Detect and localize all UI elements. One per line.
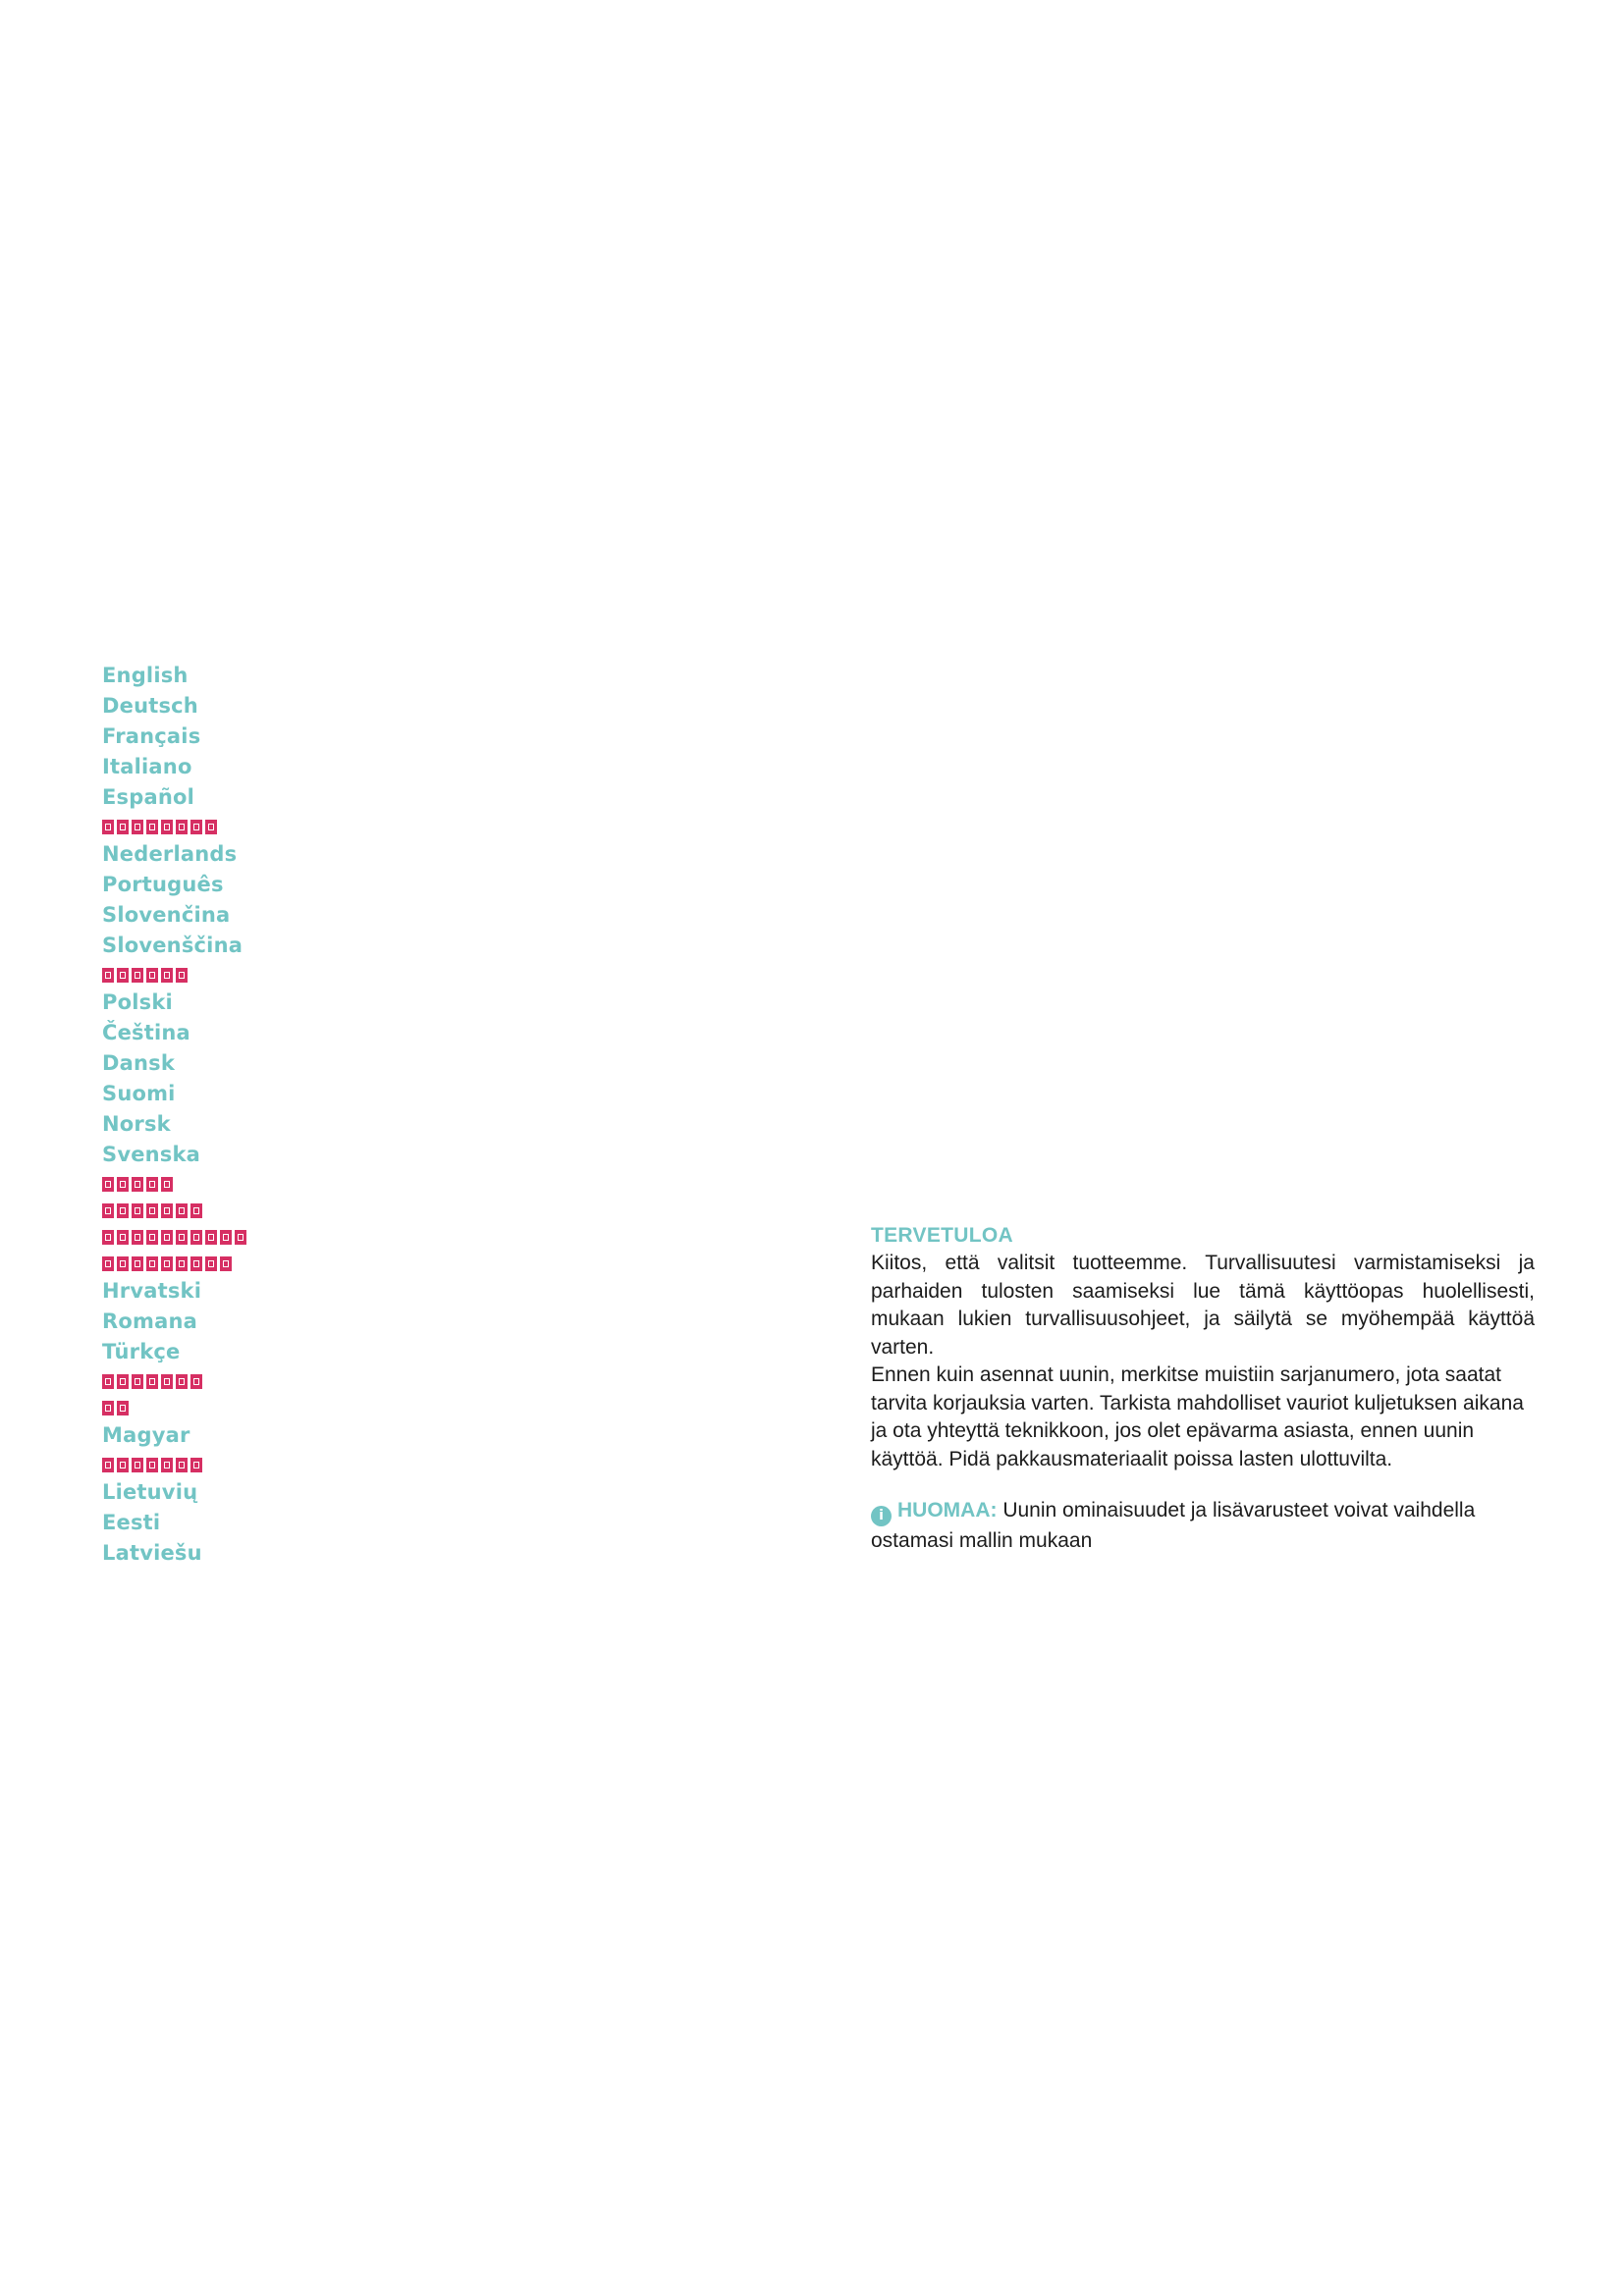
missing-glyph-icon — [235, 1230, 246, 1245]
missing-glyph-icon — [102, 1458, 114, 1472]
language-item-unrendered-script — [102, 813, 249, 839]
language-item: Svenska — [102, 1143, 201, 1166]
missing-glyph-icon — [132, 820, 143, 834]
missing-glyph-icon — [161, 1177, 173, 1192]
missing-glyph-icon — [132, 968, 143, 983]
missing-glyph-icon — [176, 1230, 188, 1245]
missing-glyph-icon — [117, 1458, 129, 1472]
missing-glyph-icon — [117, 968, 129, 983]
language-item: Norsk — [102, 1112, 171, 1136]
missing-glyph-icon — [190, 1458, 202, 1472]
missing-glyph-icon — [132, 1230, 143, 1245]
language-item: Magyar — [102, 1423, 190, 1447]
missing-glyph-boxes — [102, 1395, 132, 1421]
missing-glyph-icon — [132, 1177, 143, 1192]
missing-glyph-icon — [117, 1230, 129, 1245]
language-item-unrendered-script — [102, 1451, 249, 1477]
missing-glyph-icon — [161, 1256, 173, 1271]
missing-glyph-icon — [161, 968, 173, 983]
missing-glyph-icon — [205, 820, 217, 834]
missing-glyph-icon — [102, 820, 114, 834]
language-item: Dansk — [102, 1051, 176, 1075]
missing-glyph-icon — [190, 1203, 202, 1218]
language-item: Français — [102, 724, 201, 748]
missing-glyph-icon — [161, 1203, 173, 1218]
missing-glyph-icon — [176, 1256, 188, 1271]
missing-glyph-icon — [146, 1177, 158, 1192]
missing-glyph-icon — [117, 1401, 129, 1415]
note-block — [871, 1496, 1535, 1555]
language-item: Eesti — [102, 1511, 161, 1534]
language-item: Português — [102, 873, 224, 896]
missing-glyph-icon — [161, 1458, 173, 1472]
missing-glyph-icon — [117, 820, 129, 834]
missing-glyph-icon — [102, 1374, 114, 1389]
missing-glyph-icon — [176, 1203, 188, 1218]
info-icon: i — [871, 1506, 892, 1526]
missing-glyph-icon — [146, 1230, 158, 1245]
language-list — [102, 661, 249, 1569]
missing-glyph-icon — [190, 1256, 202, 1271]
missing-glyph-icon — [146, 1458, 158, 1472]
language-item-unrendered-script — [102, 1250, 249, 1276]
language-item-unrendered-script — [102, 1170, 249, 1197]
welcome-paragraph-1: Kiitos, että valitsit tuotteemme. Turvallisuutesi varmistamiseksi ja parhaiden tulosten saamiseksi lue tämä käyttöopas huolellisesti, mukaan lukien turvallisuusohjeet, ja säilytä se myöhempää käyttöä varten. — [871, 1252, 1535, 1359]
missing-glyph-icon — [117, 1256, 129, 1271]
language-item: Latviešu — [102, 1541, 202, 1565]
note-label: HUOMAA: — [897, 1499, 998, 1522]
missing-glyph-icon — [176, 820, 188, 834]
missing-glyph-icon — [102, 1256, 114, 1271]
missing-glyph-icon — [132, 1203, 143, 1218]
language-item: Romana — [102, 1309, 197, 1333]
welcome-heading: TERVETULOA — [871, 1224, 1013, 1247]
missing-glyph-icon — [176, 1458, 188, 1472]
language-item: Slovenščina — [102, 934, 244, 957]
missing-glyph-icon — [176, 1374, 188, 1389]
language-item: Hrvatski — [102, 1279, 202, 1303]
missing-glyph-icon — [205, 1256, 217, 1271]
missing-glyph-icon — [190, 1374, 202, 1389]
language-item: Čeština — [102, 1021, 190, 1044]
welcome-section — [871, 1221, 1535, 1555]
language-item-unrendered-script — [102, 961, 249, 988]
language-item: Lietuvių — [102, 1480, 198, 1504]
language-item: Nederlands — [102, 842, 238, 866]
missing-glyph-icon — [117, 1203, 129, 1218]
missing-glyph-icon — [132, 1256, 143, 1271]
language-item: Italiano — [102, 755, 192, 778]
missing-glyph-icon — [146, 820, 158, 834]
language-item-unrendered-script — [102, 1197, 249, 1223]
missing-glyph-icon — [205, 1230, 217, 1245]
missing-glyph-icon — [102, 1401, 114, 1415]
missing-glyph-icon — [146, 1374, 158, 1389]
language-item-unrendered-script — [102, 1367, 249, 1394]
missing-glyph-icon — [102, 1230, 114, 1245]
missing-glyph-icon — [117, 1374, 129, 1389]
language-item: Suomi — [102, 1082, 176, 1105]
missing-glyph-icon — [102, 968, 114, 983]
missing-glyph-boxes — [102, 814, 220, 840]
missing-glyph-icon — [190, 820, 202, 834]
missing-glyph-boxes — [102, 1452, 205, 1478]
language-item: Polski — [102, 990, 173, 1014]
language-item-unrendered-script — [102, 1223, 249, 1250]
missing-glyph-icon — [132, 1374, 143, 1389]
language-item: English — [102, 664, 189, 687]
missing-glyph-boxes — [102, 1224, 249, 1251]
missing-glyph-icon — [102, 1177, 114, 1192]
missing-glyph-icon — [146, 1256, 158, 1271]
missing-glyph-icon — [146, 968, 158, 983]
missing-glyph-icon — [220, 1230, 232, 1245]
missing-glyph-icon — [117, 1177, 129, 1192]
welcome-paragraph-2: Ennen kuin asennat uunin, merkitse muistiin sarjanumero, jota saatat tarvita korjauksia varten. Tarkista mahdolliset vauriot kuljetuksen aikana ja ota yhteyttä teknikkoon, jos olet epävarma asiasta, ennen uunin käyttöä. Pidä pakkausmateriaalit poissa lasten ulottuvilta. — [871, 1363, 1524, 1470]
language-item: Türkçe — [102, 1340, 181, 1363]
missing-glyph-icon — [220, 1256, 232, 1271]
missing-glyph-boxes — [102, 1368, 205, 1395]
missing-glyph-icon — [132, 1458, 143, 1472]
missing-glyph-icon — [161, 1374, 173, 1389]
missing-glyph-boxes — [102, 1171, 176, 1198]
missing-glyph-boxes — [102, 962, 190, 988]
language-item: Deutsch — [102, 694, 198, 718]
language-item: Español — [102, 785, 195, 809]
missing-glyph-boxes — [102, 1251, 235, 1277]
missing-glyph-icon — [146, 1203, 158, 1218]
language-item: Slovenčina — [102, 903, 231, 927]
language-item-unrendered-script — [102, 1394, 249, 1420]
missing-glyph-icon — [190, 1230, 202, 1245]
missing-glyph-icon — [161, 820, 173, 834]
note-text: Uunin ominaisuudet ja lisävarusteet voivat vaihdella ostamasi mallin mukaan — [871, 1499, 1476, 1552]
missing-glyph-icon — [176, 968, 188, 983]
missing-glyph-icon — [102, 1203, 114, 1218]
missing-glyph-icon — [161, 1230, 173, 1245]
missing-glyph-boxes — [102, 1198, 205, 1224]
